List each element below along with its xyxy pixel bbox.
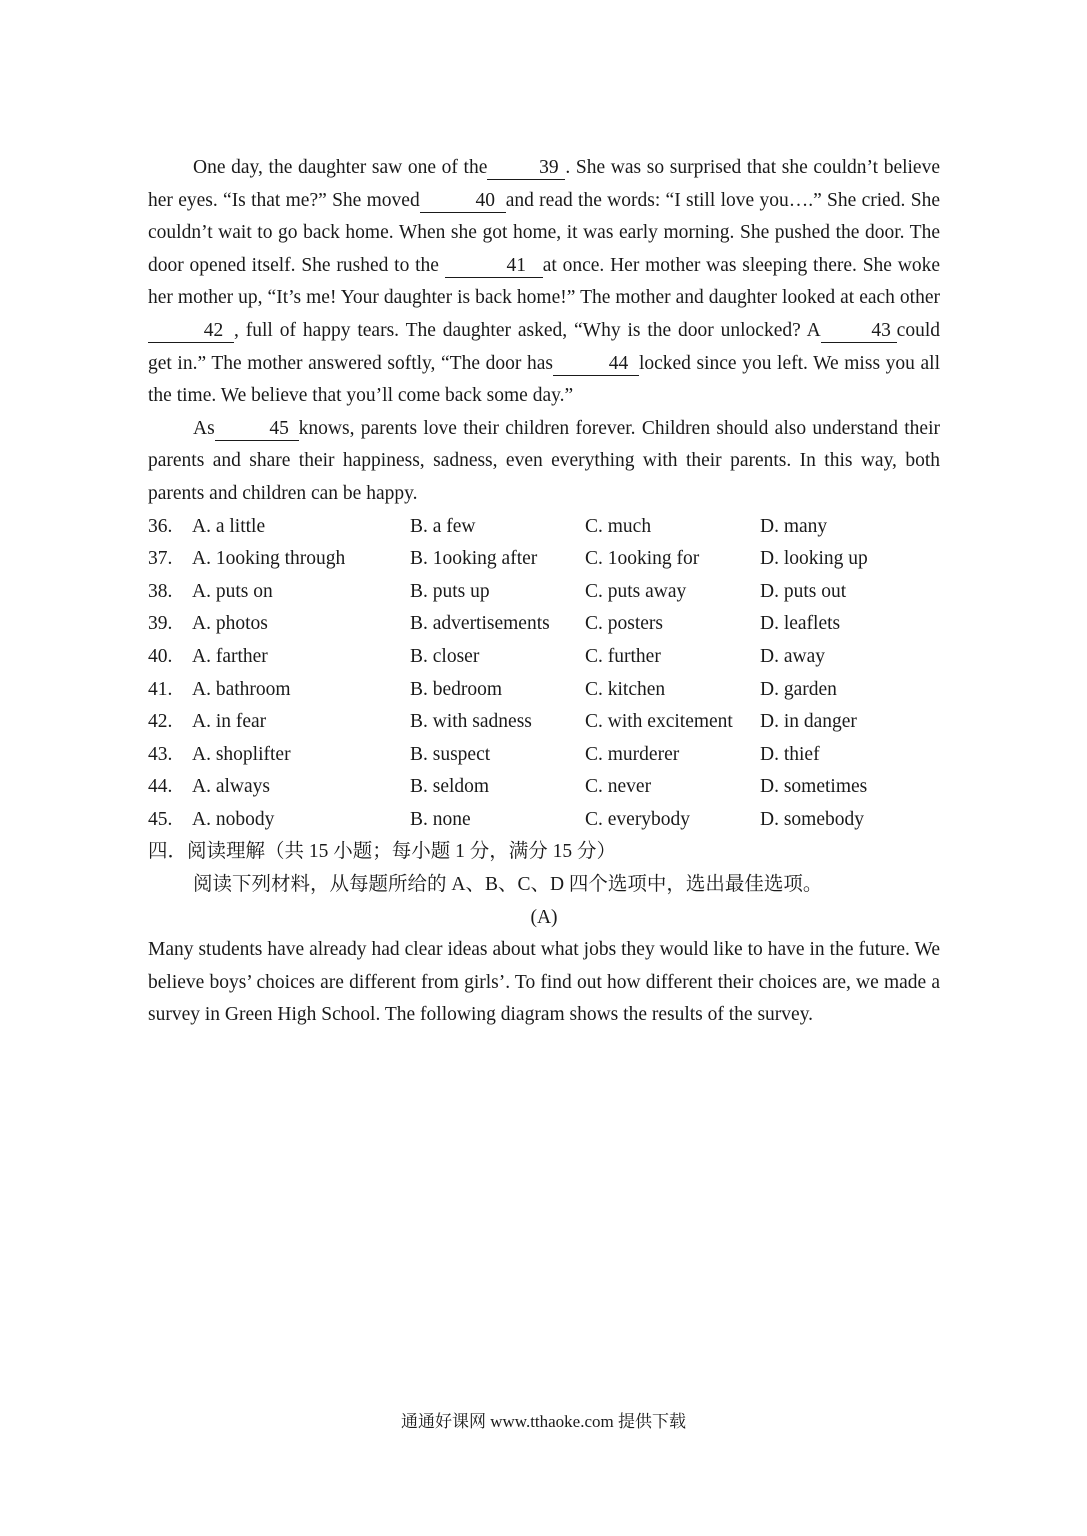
question-row [148, 608, 940, 641]
passage-text: and read the words: “I still love you….” She cried. She couldn’t wait to go back home. When she got home, it was early morning. She pushed the door. The door opened itself. She rushed to the [148, 189, 940, 276]
option-c: C. kitchen [585, 678, 666, 700]
option-a: A. farther [192, 645, 268, 667]
option-d: D. leaflets [760, 613, 841, 635]
option-a: A. a little [192, 515, 266, 537]
question-row [148, 543, 940, 576]
question-number: 44. [148, 776, 173, 798]
option-d: D. thief [760, 743, 820, 765]
option-a: A. photos [192, 613, 268, 635]
passage-paragraph-2 [148, 413, 940, 511]
option-a: A. in fear [192, 711, 267, 733]
option-a: A. nobody [192, 808, 275, 830]
footer-watermark: 通通好课网 www.tthaoke.com 提供下载 [400, 1412, 687, 1431]
question-number: 41. [148, 678, 173, 700]
passage-text: . She was so surprised that she couldn’t believe her eyes. “Is that me?” She moved [148, 157, 940, 211]
question-number: 42. [148, 711, 173, 733]
option-d: D. sometimes [760, 776, 868, 798]
passage-text: , full of happy tears. The daughter asked, “Why is the door unlocked? A [234, 319, 821, 341]
blank-40: 40 [420, 190, 506, 213]
option-b: B. none [410, 808, 471, 830]
option-b: B. bedroom [410, 678, 503, 700]
blank-45: 45 [215, 418, 299, 441]
question-row [148, 641, 940, 674]
question-row [148, 771, 940, 804]
passage-text: One day, the daughter saw one of the [193, 157, 488, 178]
option-c: C. puts away [585, 580, 687, 602]
option-b: B. seldom [410, 776, 490, 798]
question-number: 36. [148, 515, 173, 537]
blank-44: 44 [553, 353, 639, 376]
option-d: D. away [760, 645, 825, 667]
question-row [148, 739, 940, 772]
question-number: 45. [148, 808, 173, 830]
option-c: C. everybody [585, 808, 691, 830]
page-content [148, 152, 940, 1032]
question-number: 43. [148, 743, 173, 765]
option-c: C. posters [585, 613, 663, 635]
blank-39: 39 [487, 157, 565, 180]
section-heading: 四．阅读理解（共 15 小题；每小题 1 分，满分 15 分） [148, 841, 617, 863]
passage-text: at once. Her mother was sleeping there. She woke her mother up, “It’s me! Your daughter is back home!” The mother and daughter looked at each other [148, 254, 940, 309]
option-a: A. shoplifter [192, 743, 291, 765]
question-row [148, 674, 940, 707]
passage-paragraph-1 [148, 152, 940, 413]
option-c: C. 1ooking for [585, 548, 700, 570]
question-number: 40. [148, 645, 173, 667]
option-c: C. much [585, 515, 652, 537]
option-b: B. closer [410, 645, 480, 667]
passage-text: could get in.” The mother answered softly, “The door has [148, 319, 940, 374]
option-d: D. garden [760, 678, 837, 700]
passage-text: locked since you left. We miss you all the time. We believe that you’ll come back some day.” [148, 352, 940, 407]
option-a: A. puts on [192, 580, 273, 602]
passage-text: As [193, 417, 215, 439]
option-a: A. always [192, 776, 270, 798]
question-options [148, 511, 940, 837]
option-b: B. suspect [410, 743, 491, 765]
passage-text: knows, parents love their children forever. Children should also understand their parents and share their happiness, sadness, even everything with their parents. In this way, both parents and children can be happy. [148, 417, 940, 504]
option-c: C. never [585, 776, 652, 798]
option-d: D. many [760, 515, 828, 537]
option-b: B. with sadness [410, 711, 532, 733]
option-d: D. puts out [760, 580, 847, 602]
question-row [148, 511, 940, 544]
option-b: B. advertisements [410, 613, 550, 635]
question-row [148, 706, 940, 739]
blank-41: 41 [445, 255, 543, 278]
option-b: B. 1ooking after [410, 548, 538, 570]
section-instruction: 阅读下列材料，从每题所给的 A、B、C、D 四个选项中，选出最佳选项。 [193, 874, 823, 896]
question-row [148, 804, 940, 837]
question-row [148, 576, 940, 609]
option-c: C. further [585, 645, 661, 667]
option-a: A. bathroom [192, 678, 291, 700]
option-d: D. somebody [760, 808, 864, 830]
option-c: C. with excitement [585, 711, 733, 733]
question-number: 38. [148, 580, 173, 602]
option-a: A. 1ooking through [192, 548, 346, 570]
option-c: C. murderer [585, 743, 680, 765]
option-d: D. in danger [760, 711, 857, 733]
option-b: B. a few [410, 515, 476, 537]
passage-label: (A) [530, 906, 558, 928]
question-number: 37. [148, 548, 173, 570]
option-d: D. looking up [760, 548, 868, 570]
reading-passage: Many students have already had clear ideas about what jobs they would like to have in the future. We believe boys’ choices are different from girls’. To find out how different their choices are, we made a survey in Green High School. The following diagram shows the results of the survey. [148, 939, 940, 1026]
blank-43: 43 [821, 320, 897, 343]
blank-42: 42 [148, 320, 234, 343]
question-number: 39. [148, 613, 173, 635]
option-b: B. puts up [410, 580, 490, 602]
